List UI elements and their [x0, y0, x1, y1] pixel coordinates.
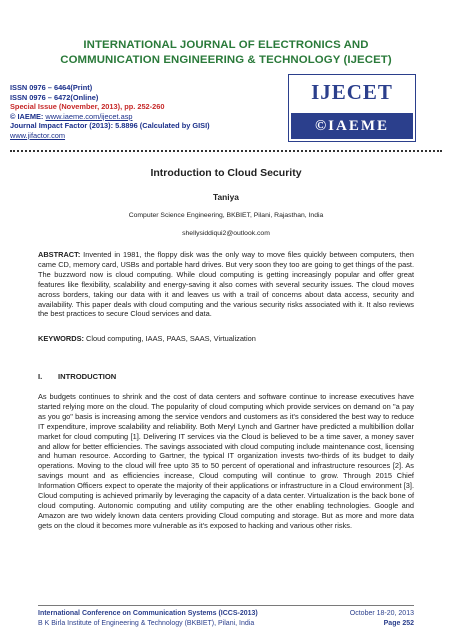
issn-online: ISSN 0976 – 6472(Online) [10, 92, 99, 102]
footer-divider [38, 605, 414, 606]
paper-title: Introduction to Cloud Security [150, 167, 302, 179]
section-heading [38, 372, 116, 381]
footer-right [350, 609, 414, 628]
journal-title-line1: INTERNATIONAL JOURNAL OF ELECTRONICS AND [83, 39, 369, 51]
journal-title-line2: COMMUNICATION ENGINEERING & TECHNOLOGY (IJECET) [60, 54, 392, 66]
iaeme-prefix: © IAEME: [10, 111, 46, 121]
introduction-text: As budgets continues to shrink and the cost of data centers and software continue to increase executives have started relying more on the cloud. The popularity of cloud computing which provide services on demand on "a pay as you go" basis is increasing among the service vendors and customers as it's considered the best way to reduce IT expenditure, improve scalability and reliability. Both Meryl Lynch and Gartner have predicted a multibillion dollar market for cloud computing [1]. Delivering IT services via the Cloud is believed to be a time saver, a money saver and allow for better efficiencies. The savings associated with cloud computing include maintenance cost, licensing and human resource. According to Gartner, the typical IT organization invests two-thirds of its budget to daily operations. Moving to the cloud will free upto 35 to 50 percent of operational and infrastructure resources [2]. As savings mount and as efficiencies increase, Cloud computing will continue to grow. Through 2015 Chief Information Officers expect to operate the majority of their applications or infrastructure in a Cloud environment [3]. Cloud computing is achieved primarily by leveraging the capacity of a data center. Virtualization is the back bone of cloud computing. Autonomic computing and utility computing are the other enabling technologies. Google and Amazon are two widely known data centers providing Cloud computing and storage. But as more and more data gets on the cloud it becomes more vulnerable as it's exposed to hacking and various other risks. [38, 392, 414, 530]
jifactor-link[interactable]: www.jifactor.com [10, 130, 66, 140]
impact-factor: Journal Impact Factor (2013): 5.8896 (Calculated by GISI) [10, 121, 210, 130]
logo-ijecet: IJECET [311, 79, 393, 104]
abstract-label: ABSTRACT: [38, 250, 81, 259]
iaeme-link[interactable]: www.iaeme.com/ijecet.asp [45, 111, 133, 121]
special-issue: Special Issue (November, 2013), pp. 252-260 [10, 102, 165, 111]
keywords [38, 334, 414, 344]
journal-meta [10, 83, 270, 140]
footer-institute: B K Birla Institute of Engineering & Technology (BKBIET), Pilani, India [38, 619, 255, 627]
author-email: shellysiddiqui2@outlook.com [182, 230, 270, 237]
keywords-text: Cloud computing, IAAS, PAAS, SAAS, Virtualization [84, 334, 256, 343]
footer-date: October 18-20, 2013 [349, 610, 414, 617]
abstract [38, 250, 414, 319]
abstract-text: Invented in 1981, the floppy disk was the only way to move files quickly between computers, then came CD, memory card, USBs and portable hard drives. But very soon they too are going to get things of the past. The buzzword now is cloud computing. While cloud computing is getting increasingly popular and offer great features like flexibility, scalability and energy-saving it also comes with several security issues. The cloud moves across borders, taking our data with it and leaves us with a trail of concerns about data access, security and availability. This paper deals with cloud computing and the various security risks associated with it. It also reviews the best practices to secure Cloud services and data. [38, 250, 414, 319]
section-title: INTRODUCTION [58, 372, 117, 381]
journal-logo [288, 74, 416, 142]
keywords-label: KEYWORDS: [38, 334, 84, 343]
footer-conference: International Conference on Communication Systems (ICCS-2013) [38, 610, 258, 617]
header-divider [10, 150, 442, 152]
footer-left [38, 609, 258, 628]
section-number: I. [38, 372, 43, 381]
iaeme-line [10, 112, 270, 122]
author-name: Taniya [213, 192, 239, 202]
author-affiliation: Computer Science Engineering, BKBIET, Pilani, Rajasthan, India [128, 212, 324, 219]
journal-title [20, 38, 432, 68]
issn-print: ISSN 0976 – 6464(Print) [10, 83, 93, 92]
footer-page: Page 252 [383, 619, 414, 627]
logo-iaeme: ©IAEME [291, 113, 413, 139]
